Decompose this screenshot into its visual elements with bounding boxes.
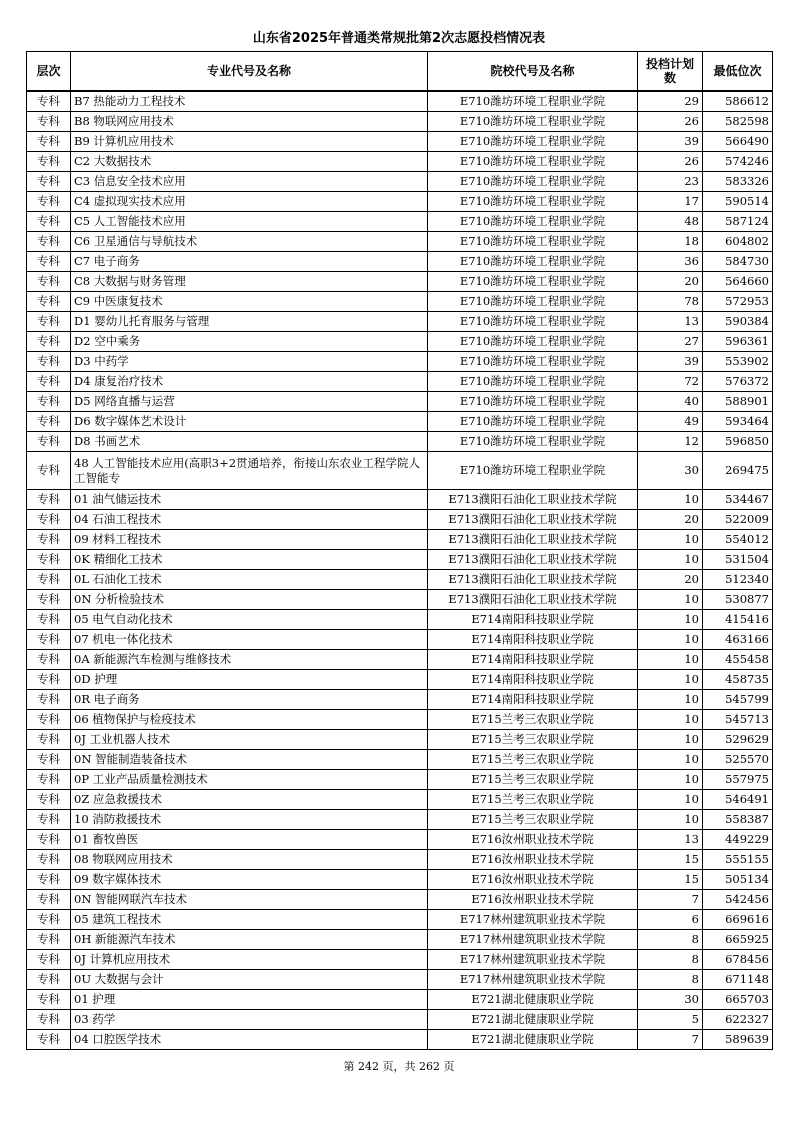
level-cell: 专科 [27,870,71,890]
table-header-row [27,52,773,92]
level-cell: 专科 [27,890,71,910]
level-cell: 专科 [27,710,71,730]
table-row [27,530,773,550]
table-row [27,510,773,530]
major-cell: C2 大数据技术 [71,152,428,172]
rank-cell: 530877 [703,590,773,610]
level-cell: 专科 [27,132,71,152]
plan-cell: 5 [638,1010,703,1030]
school-cell: E710潍坊环境工程职业学院 [428,252,638,272]
rank-cell: 678456 [703,950,773,970]
major-cell: 04 石油工程技术 [71,510,428,530]
table-row [27,1010,773,1030]
level-cell: 专科 [27,112,71,132]
table-row [27,570,773,590]
table-row [27,910,773,930]
level-cell: 专科 [27,790,71,810]
school-cell: E714南阳科技职业学院 [428,630,638,650]
school-cell: E713濮阳石油化工职业技术学院 [428,550,638,570]
major-cell: 06 植物保护与检疫技术 [71,710,428,730]
major-cell: D1 婴幼儿托育服务与管理 [71,312,428,332]
rank-cell: 458735 [703,670,773,690]
rank-cell: 588901 [703,392,773,412]
plan-cell: 7 [638,890,703,910]
major-cell: 0R 电子商务 [71,690,428,710]
level-cell: 专科 [27,590,71,610]
major-cell: 0J 工业机器人技术 [71,730,428,750]
major-cell: 08 物联网应用技术 [71,850,428,870]
plan-cell: 10 [638,690,703,710]
table-row [27,452,773,490]
school-cell: E710潍坊环境工程职业学院 [428,272,638,292]
major-cell: 04 口腔医学技术 [71,1030,428,1050]
table-row [27,91,773,112]
table-body [27,91,773,1050]
school-cell: E710潍坊环境工程职业学院 [428,232,638,252]
table-row [27,252,773,272]
major-cell: D4 康复治疗技术 [71,372,428,392]
table-row [27,272,773,292]
plan-cell: 20 [638,570,703,590]
rank-cell: 554012 [703,530,773,550]
table-row [27,870,773,890]
rank-cell: 587124 [703,212,773,232]
table-row [27,172,773,192]
major-cell: 0U 大数据与会计 [71,970,428,990]
page-title: 山东省2025年普通类常规批第2次志愿投档情况表 [252,31,546,46]
rank-cell: 576372 [703,372,773,392]
major-cell: 07 机电一体化技术 [71,630,428,650]
plan-cell: 10 [638,750,703,770]
plan-cell: 10 [638,770,703,790]
rank-cell: 545713 [703,710,773,730]
table-row [27,610,773,630]
plan-cell: 39 [638,352,703,372]
level-cell: 专科 [27,810,71,830]
school-cell: E710潍坊环境工程职业学院 [428,152,638,172]
level-cell: 专科 [27,352,71,372]
school-cell: E716汝州职业技术学院 [428,890,638,910]
school-cell: E717林州建筑职业技术学院 [428,930,638,950]
table-row [27,690,773,710]
table-row [27,770,773,790]
school-cell: E714南阳科技职业学院 [428,650,638,670]
school-cell: E710潍坊环境工程职业学院 [428,192,638,212]
table-row [27,312,773,332]
major-cell: 10 消防救援技术 [71,810,428,830]
school-cell: E716汝州职业技术学院 [428,830,638,850]
major-cell: 01 护理 [71,990,428,1010]
level-cell: 专科 [27,830,71,850]
major-cell: 0N 分析检验技术 [71,590,428,610]
major-cell: C6 卫星通信与导航技术 [71,232,428,252]
level-cell: 专科 [27,610,71,630]
rank-cell: 671148 [703,970,773,990]
table-row [27,850,773,870]
rank-cell: 529629 [703,730,773,750]
table-row [27,292,773,312]
table-row [27,112,773,132]
school-cell: E713濮阳石油化工职业技术学院 [428,510,638,530]
plan-cell: 23 [638,172,703,192]
level-cell: 专科 [27,850,71,870]
school-cell: E710潍坊环境工程职业学院 [428,112,638,132]
plan-cell: 36 [638,252,703,272]
major-cell: C9 中医康复技术 [71,292,428,312]
rank-cell: 505134 [703,870,773,890]
table-row [27,930,773,950]
rank-cell: 596850 [703,432,773,452]
major-cell: C4 虚拟现实技术应用 [71,192,428,212]
plan-cell: 48 [638,212,703,232]
plan-cell: 13 [638,830,703,850]
plan-cell: 10 [638,590,703,610]
rank-cell: 584730 [703,252,773,272]
school-cell: E710潍坊环境工程职业学院 [428,372,638,392]
table-row [27,432,773,452]
level-cell: 专科 [27,252,71,272]
plan-cell: 39 [638,132,703,152]
plan-cell: 7 [638,1030,703,1050]
plan-cell: 13 [638,312,703,332]
table-row [27,970,773,990]
plan-cell: 49 [638,412,703,432]
school-cell: E715兰考三农职业学院 [428,730,638,750]
major-cell: 0P 工业产品质量检测技术 [71,770,428,790]
level-cell: 专科 [27,232,71,252]
school-cell: E710潍坊环境工程职业学院 [428,412,638,432]
table-row [27,550,773,570]
level-cell: 专科 [27,770,71,790]
major-cell: 05 电气自动化技术 [71,610,428,630]
major-cell: 03 药学 [71,1010,428,1030]
major-cell: 0D 护理 [71,670,428,690]
level-cell: 专科 [27,950,71,970]
rank-cell: 534467 [703,490,773,510]
plan-cell: 10 [638,650,703,670]
level-cell: 专科 [27,432,71,452]
level-cell: 专科 [27,372,71,392]
school-cell: E710潍坊环境工程职业学院 [428,332,638,352]
major-cell: 01 油气储运技术 [71,490,428,510]
rank-cell: 557975 [703,770,773,790]
table-row [27,490,773,510]
school-cell: E710潍坊环境工程职业学院 [428,432,638,452]
table-row [27,132,773,152]
rank-cell: 665703 [703,990,773,1010]
admission-table [26,51,773,1050]
table-row [27,152,773,172]
school-cell: E710潍坊环境工程职业学院 [428,292,638,312]
school-cell: E715兰考三农职业学院 [428,770,638,790]
level-cell: 专科 [27,212,71,232]
plan-cell: 30 [638,452,703,490]
major-cell: 48 人工智能技术应用(高职3+2贯通培养，衔接山东农业工程学院人工智能专 [71,452,428,490]
plan-cell: 40 [638,392,703,412]
plan-cell: 20 [638,272,703,292]
level-cell: 专科 [27,392,71,412]
school-cell: E710潍坊环境工程职业学院 [428,392,638,412]
table-row [27,710,773,730]
rank-cell: 522009 [703,510,773,530]
plan-cell: 18 [638,232,703,252]
rank-cell: 512340 [703,570,773,590]
school-cell: E710潍坊环境工程职业学院 [428,452,638,490]
level-cell: 专科 [27,650,71,670]
major-cell: B9 计算机应用技术 [71,132,428,152]
rank-cell: 566490 [703,132,773,152]
page-footer: 第 242 页，共 262 页 [343,1060,455,1073]
level-cell: 专科 [27,670,71,690]
plan-cell: 10 [638,610,703,630]
plan-cell: 10 [638,630,703,650]
table-row [27,890,773,910]
table-row [27,990,773,1010]
plan-cell: 20 [638,510,703,530]
level-cell: 专科 [27,550,71,570]
table-row [27,1030,773,1050]
rank-cell: 545799 [703,690,773,710]
major-cell: 0K 精细化工技术 [71,550,428,570]
major-cell: D6 数字媒体艺术设计 [71,412,428,432]
table-row [27,730,773,750]
level-cell: 专科 [27,1010,71,1030]
school-cell: E714南阳科技职业学院 [428,690,638,710]
plan-cell: 10 [638,730,703,750]
major-cell: C5 人工智能技术应用 [71,212,428,232]
school-cell: E717林州建筑职业技术学院 [428,970,638,990]
school-cell: E717林州建筑职业技术学院 [428,950,638,970]
plan-cell: 15 [638,850,703,870]
major-cell: D2 空中乘务 [71,332,428,352]
major-cell: C3 信息安全技术应用 [71,172,428,192]
level-cell: 专科 [27,570,71,590]
school-cell: E721湖北健康职业学院 [428,1010,638,1030]
plan-cell: 27 [638,332,703,352]
level-cell: 专科 [27,630,71,650]
school-cell: E716汝州职业技术学院 [428,850,638,870]
major-cell: 09 数字媒体技术 [71,870,428,890]
major-cell: 05 建筑工程技术 [71,910,428,930]
table-row [27,392,773,412]
plan-cell: 10 [638,490,703,510]
plan-cell: 15 [638,870,703,890]
rank-cell: 415416 [703,610,773,630]
rank-cell: 555155 [703,850,773,870]
plan-cell: 10 [638,710,703,730]
level-cell: 专科 [27,930,71,950]
table-row [27,810,773,830]
school-cell: E714南阳科技职业学院 [428,670,638,690]
school-cell: E714南阳科技职业学院 [428,610,638,630]
major-cell: D5 网络直播与运营 [71,392,428,412]
rank-cell: 669616 [703,910,773,930]
table-row [27,590,773,610]
plan-cell: 30 [638,990,703,1010]
rank-cell: 558387 [703,810,773,830]
major-cell: D3 中药学 [71,352,428,372]
level-cell: 专科 [27,910,71,930]
plan-cell: 29 [638,91,703,112]
major-cell: 0A 新能源汽车检测与维修技术 [71,650,428,670]
plan-cell: 10 [638,670,703,690]
level-cell: 专科 [27,192,71,212]
school-cell: E715兰考三农职业学院 [428,750,638,770]
table-row [27,372,773,392]
header-plan: 投档计划数 [638,52,703,92]
school-cell: E715兰考三农职业学院 [428,790,638,810]
level-cell: 专科 [27,332,71,352]
plan-cell: 8 [638,930,703,950]
plan-cell: 17 [638,192,703,212]
major-cell: B7 热能动力工程技术 [71,91,428,112]
rank-cell: 455458 [703,650,773,670]
table-row [27,830,773,850]
school-cell: E721湖北健康职业学院 [428,1030,638,1050]
school-cell: E713濮阳石油化工职业技术学院 [428,530,638,550]
header-major: 专业代号及名称 [71,52,428,92]
school-cell: E713濮阳石油化工职业技术学院 [428,570,638,590]
major-cell: 09 材料工程技术 [71,530,428,550]
level-cell: 专科 [27,412,71,432]
level-cell: 专科 [27,750,71,770]
rank-cell: 590514 [703,192,773,212]
table-row [27,950,773,970]
level-cell: 专科 [27,490,71,510]
major-cell: 0H 新能源汽车技术 [71,930,428,950]
header-level: 层次 [27,52,71,92]
plan-cell: 6 [638,910,703,930]
school-cell: E721湖北健康职业学院 [428,990,638,1010]
plan-cell: 26 [638,112,703,132]
rank-cell: 583326 [703,172,773,192]
major-cell: C7 电子商务 [71,252,428,272]
table-row [27,750,773,770]
rank-cell: 553902 [703,352,773,372]
rank-cell: 604802 [703,232,773,252]
rank-cell: 665925 [703,930,773,950]
level-cell: 专科 [27,292,71,312]
rank-cell: 531504 [703,550,773,570]
table-row [27,232,773,252]
rank-cell: 525570 [703,750,773,770]
level-cell: 专科 [27,152,71,172]
plan-cell: 8 [638,970,703,990]
major-cell: 0L 石油化工技术 [71,570,428,590]
plan-cell: 10 [638,550,703,570]
table-row [27,352,773,372]
school-cell: E717林州建筑职业技术学院 [428,910,638,930]
table-row [27,630,773,650]
school-cell: E710潍坊环境工程职业学院 [428,352,638,372]
rank-cell: 622327 [703,1010,773,1030]
rank-cell: 589639 [703,1030,773,1050]
level-cell: 专科 [27,990,71,1010]
rank-cell: 582598 [703,112,773,132]
table-row [27,332,773,352]
major-cell: 01 畜牧兽医 [71,830,428,850]
school-cell: E713濮阳石油化工职业技术学院 [428,590,638,610]
major-cell: 0Z 应急救援技术 [71,790,428,810]
plan-cell: 12 [638,432,703,452]
level-cell: 专科 [27,172,71,192]
level-cell: 专科 [27,690,71,710]
major-cell: 0N 智能网联汽车技术 [71,890,428,910]
header-rank: 最低位次 [703,52,773,92]
level-cell: 专科 [27,530,71,550]
level-cell: 专科 [27,510,71,530]
rank-cell: 564660 [703,272,773,292]
school-cell: E715兰考三农职业学院 [428,710,638,730]
plan-cell: 72 [638,372,703,392]
school-cell: E710潍坊环境工程职业学院 [428,132,638,152]
level-cell: 专科 [27,1030,71,1050]
rank-cell: 593464 [703,412,773,432]
plan-cell: 8 [638,950,703,970]
table-row [27,192,773,212]
table-row [27,650,773,670]
school-cell: E710潍坊环境工程职业学院 [428,212,638,232]
school-cell: E715兰考三农职业学院 [428,810,638,830]
table-row [27,670,773,690]
rank-cell: 596361 [703,332,773,352]
school-cell: E710潍坊环境工程职业学院 [428,91,638,112]
level-cell: 专科 [27,452,71,490]
school-cell: E716汝州职业技术学院 [428,870,638,890]
header-school: 院校代号及名称 [428,52,638,92]
level-cell: 专科 [27,272,71,292]
rank-cell: 269475 [703,452,773,490]
major-cell: D8 书画艺术 [71,432,428,452]
major-cell: B8 物联网应用技术 [71,112,428,132]
school-cell: E713濮阳石油化工职业技术学院 [428,490,638,510]
rank-cell: 590384 [703,312,773,332]
plan-cell: 78 [638,292,703,312]
table-row [27,212,773,232]
level-cell: 专科 [27,730,71,750]
rank-cell: 449229 [703,830,773,850]
rank-cell: 463166 [703,630,773,650]
rank-cell: 586612 [703,91,773,112]
level-cell: 专科 [27,312,71,332]
plan-cell: 10 [638,530,703,550]
level-cell: 专科 [27,91,71,112]
plan-cell: 10 [638,810,703,830]
major-cell: 0J 计算机应用技术 [71,950,428,970]
table-row [27,790,773,810]
plan-cell: 26 [638,152,703,172]
major-cell: C8 大数据与财务管理 [71,272,428,292]
major-cell: 0N 智能制造装备技术 [71,750,428,770]
school-cell: E710潍坊环境工程职业学院 [428,312,638,332]
rank-cell: 574246 [703,152,773,172]
plan-cell: 10 [638,790,703,810]
level-cell: 专科 [27,970,71,990]
rank-cell: 542456 [703,890,773,910]
rank-cell: 572953 [703,292,773,312]
school-cell: E710潍坊环境工程职业学院 [428,172,638,192]
table-row [27,412,773,432]
rank-cell: 546491 [703,790,773,810]
